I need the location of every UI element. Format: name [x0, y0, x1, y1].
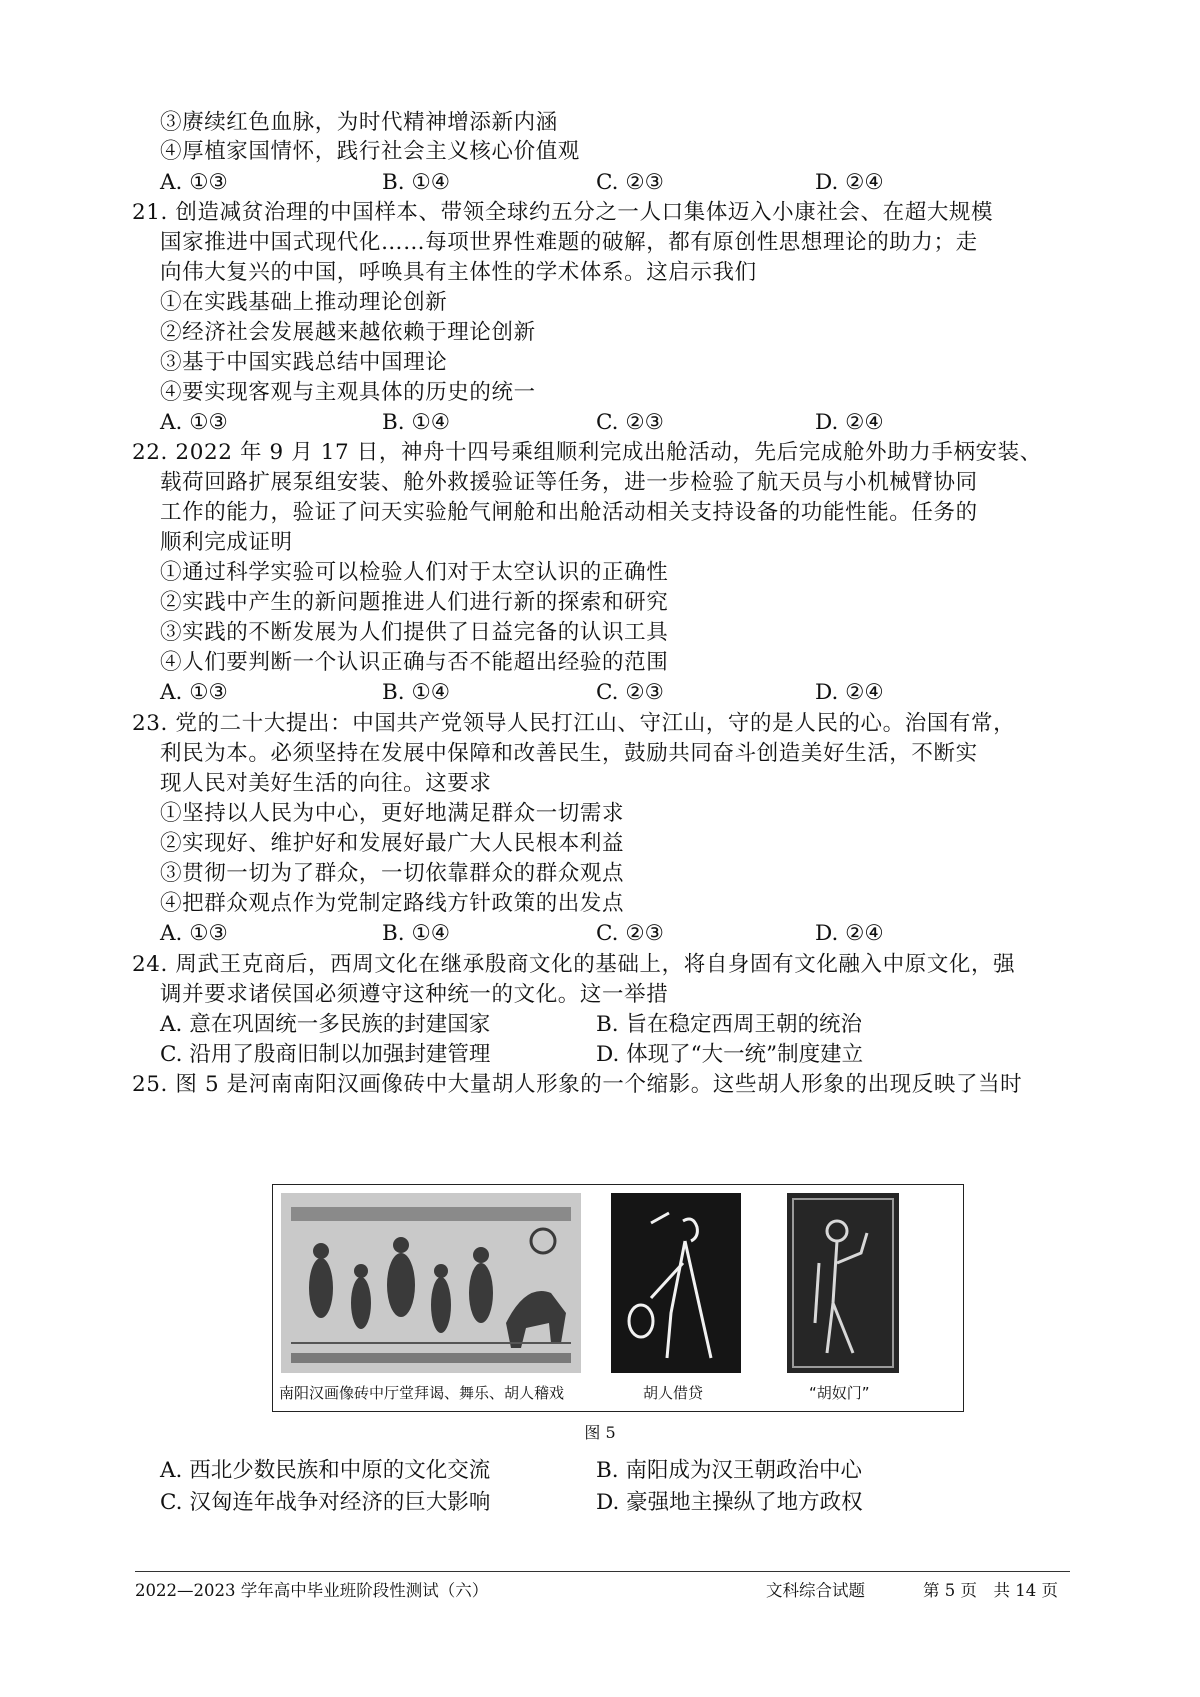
q22-stem-line-4: 顺利完成证明 [160, 530, 293, 555]
q25-option-d: D. 豪强地主操纵了地方政权 [596, 1490, 863, 1515]
option-b: B. ①④ [382, 170, 451, 195]
option-b: B. ①④ [382, 680, 451, 705]
figure-5 [272, 1184, 964, 1412]
q21-stem-line-3: 向伟大复兴的中国，呼唤具有主体性的学术体系。这启示我们 [160, 260, 757, 285]
q21-stem-line-2: 国家推进中国式现代化……每项世界性难题的破解，都有原创性思想理论的助力；走 [160, 230, 978, 255]
q24-option-d: D. 体现了“大一统”制度建立 [596, 1042, 864, 1067]
option-c: C. ②③ [596, 170, 664, 195]
option-d: D. ②④ [815, 170, 884, 195]
q23-stem-line-3: 现人民对美好生活的向往。这要求 [160, 771, 492, 796]
option-a: A. ①③ [160, 680, 228, 705]
q22-statement-4: ④人们要判断一个认识正确与否不能超出经验的范围 [160, 650, 669, 675]
option-a: A. ①③ [160, 170, 228, 195]
q24-option-a: A. 意在巩固统一多民族的封建国家 [160, 1012, 491, 1037]
q23-statement-3: ③贯彻一切为了群众，一切依靠群众的群众观点 [160, 861, 625, 886]
footer-divider [135, 1571, 1070, 1572]
q21-statement-1: ①在实践基础上推动理论创新 [160, 290, 448, 315]
q23-stem-line-1: 23. 党的二十大提出：中国共产党领导人民打江山、守江山，守的是人民的心。治国有常， [132, 711, 1016, 736]
figure-caption-2: 胡人借贷 [643, 1384, 704, 1402]
q23-statement-2: ②实现好、维护好和发展好最广大人民根本利益 [160, 831, 625, 856]
q20-statement-4: ④厚植家国情怀，践行社会主义核心价值观 [160, 139, 580, 164]
q22-statement-1: ①通过科学实验可以检验人们对于太空认识的正确性 [160, 560, 669, 585]
option-d: D. ②④ [815, 921, 884, 946]
option-d: D. ②④ [815, 680, 884, 705]
hu-person-lending-image [611, 1193, 741, 1373]
q22-stem-line-3: 工作的能力，验证了问天实验舱气闸舱和出舱活动相关支持设备的功能性能。任务的 [160, 500, 978, 525]
option-c: C. ②③ [596, 921, 664, 946]
q25-option-c: C. 汉匈连年战争对经济的巨大影响 [160, 1490, 491, 1515]
q24-option-b: B. 旨在稳定西周王朝的统治 [596, 1012, 862, 1037]
option-c: C. ②③ [596, 680, 664, 705]
q24-stem-line-2: 调并要求诸侯国必须遵守这种统一的文化。这一举措 [160, 982, 669, 1007]
q21-statement-4: ④要实现客观与主观具体的历史的统一 [160, 380, 536, 405]
option-a: A. ①③ [160, 921, 228, 946]
q24-stem-line-1: 24. 周武王克商后，西周文化在继承殷商文化的基础上，将自身固有文化融入中原文化，强 [132, 952, 1016, 977]
option-c: C. ②③ [596, 410, 664, 435]
q21-stem-line-1: 21. 创造减贫治理的中国样本、带领全球约五分之一人口集体迈入小康社会、在超大规模 [132, 200, 994, 225]
q23-statement-4: ④把群众观点作为党制定路线方针政策的出发点 [160, 891, 625, 916]
q23-statement-1: ①坚持以人民为中心，更好地满足群众一切需求 [160, 801, 625, 826]
q22-statement-2: ②实践中产生的新问题推进人们进行新的探索和研究 [160, 590, 669, 615]
figure-label: 图 5 [584, 1423, 616, 1442]
q25-option-b: B. 南阳成为汉王朝政治中心 [596, 1458, 862, 1483]
hu-slave-door-image [787, 1193, 899, 1373]
option-b: B. ①④ [382, 921, 451, 946]
option-d: D. ②④ [815, 410, 884, 435]
han-brick-image-hall-scene [281, 1193, 581, 1373]
footer-page-number: 第 5 页 共 14 页 [923, 1581, 1058, 1600]
q21-statement-2: ②经济社会发展越来越依赖于理论创新 [160, 320, 536, 345]
footer-subject: 文科综合试题 [766, 1581, 865, 1600]
q25-option-a: A. 西北少数民族和中原的文化交流 [160, 1458, 491, 1483]
footer-exam-title: 2022—2023 学年高中毕业班阶段性测试（六） [135, 1581, 489, 1600]
q21-statement-3: ③基于中国实践总结中国理论 [160, 350, 448, 375]
q23-stem-line-2: 利民为本。必须坚持在发展中保障和改善民生，鼓励共同奋斗创造美好生活，不断实 [160, 741, 978, 766]
q22-stem-line-1: 22. 2022 年 9 月 17 日，神舟十四号乘组顺利完成出舱活动，先后完成舱外助力手柄安装、 [132, 440, 1042, 465]
q22-statement-3: ③实践的不断发展为人们提供了日益完备的认识工具 [160, 620, 669, 645]
figure-caption-3: “胡奴门” [809, 1384, 870, 1402]
q25-stem-line-1: 25. 图 5 是河南南阳汉画像砖中大量胡人形象的一个缩影。这些胡人形象的出现反映了当时 [132, 1072, 1023, 1097]
q24-option-c: C. 沿用了殷商旧制以加强封建管理 [160, 1042, 491, 1067]
option-b: B. ①④ [382, 410, 451, 435]
figure-caption-1: 南阳汉画像砖中厅堂拜谒、舞乐、胡人稽戏 [279, 1384, 565, 1402]
option-a: A. ①③ [160, 410, 228, 435]
q20-statement-3: ③赓续红色血脉，为时代精神增添新内涵 [160, 110, 558, 135]
q22-stem-line-2: 载荷回路扩展泵组安装、舱外救援验证等任务，进一步检验了航天员与小机械臂协同 [160, 470, 978, 495]
